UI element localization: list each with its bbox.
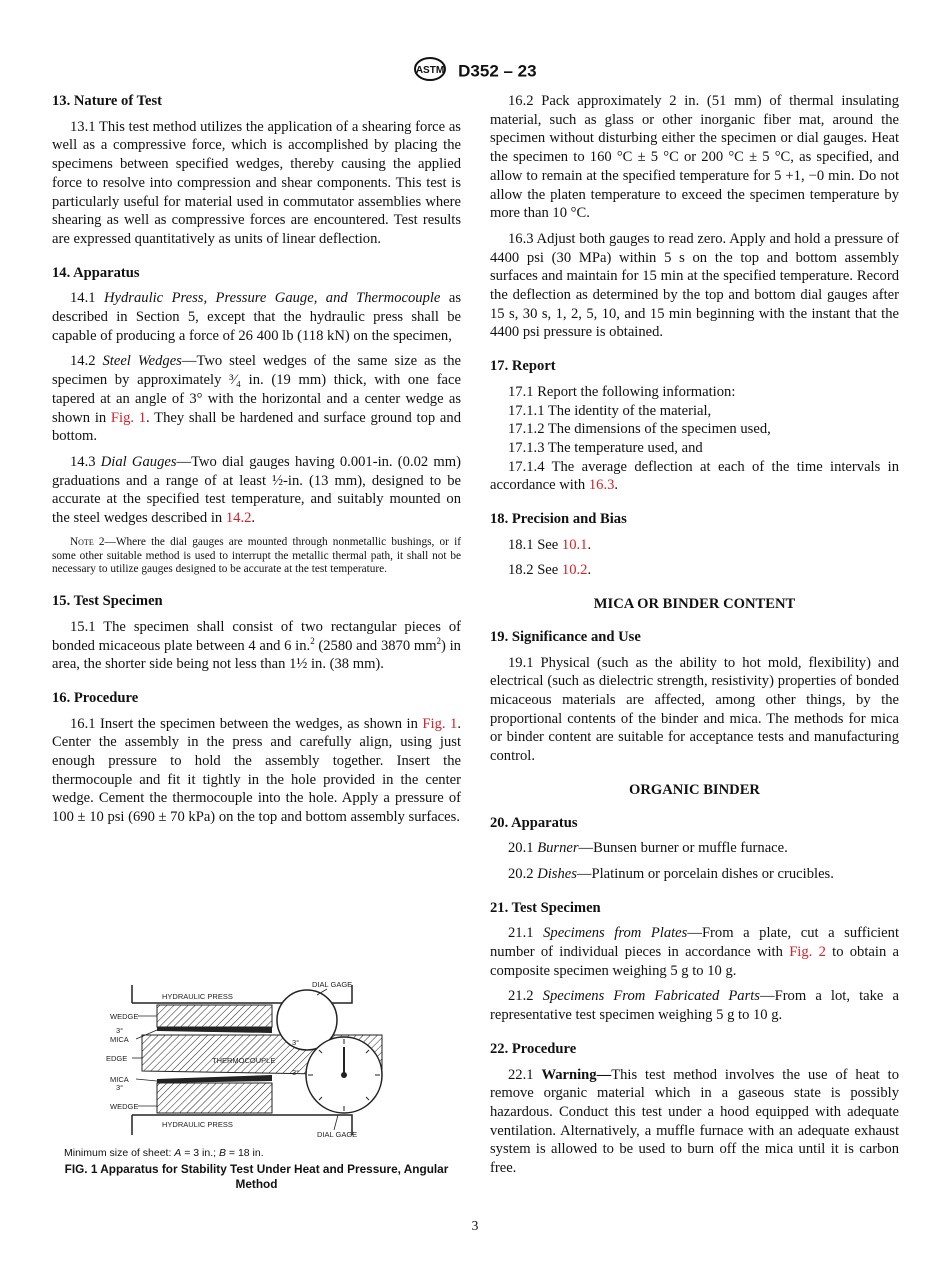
section-title: 13. Nature of Test [52,93,162,109]
section-title: 20. Apparatus [490,814,578,831]
section-14 [52,264,461,578]
section-13 [52,92,461,249]
label-dial-gage-bottom: DIAL GAGE [317,1130,358,1139]
page-header [0,56,950,87]
left-column [52,92,461,842]
label-hydraulic-press-bottom: HYDRAULIC PRESS [162,1120,233,1129]
section-title: 15. Test Specimen [52,593,163,610]
paragraph: 13.1 This test method utilizes the application of a shearing force as well as a compressive force, which is accomplished by placing the specimens between specified wedges, thereby causing the applied force to resolve into compression and shear components. This test is particularly useful for material used in commutator assemblies where shearing as well as compressive forces are encountered. Test results are expressed quantitatively as units of linear deflection. [52,118,461,247]
note-2: Note 2—Where the dial gauges are mounted through nonmetallic bushings, or if some other suitable method is used to interrupt the metallic thermal path, it shall not be necessary to utilize gauges designed to be accurate at the test temperature. [52,535,461,576]
figure-caption: FIG. 1 Apparatus for Stability Test Under Heat and Pressure, Angular Method [64,1162,449,1191]
heading-mica-binder: MICA OR BINDER CONTENT [593,596,796,613]
label-deg-right-top: 3° [292,1038,300,1047]
bottom-wedge [157,1083,272,1113]
list-item: 17.1.4 The average deflection at each of the time intervals in accordance with 16.3. [490,458,899,494]
fig-1-link[interactable]: Fig. 1 [422,715,458,732]
section-title: 21. Test Specimen [490,899,601,916]
list-item: 20.2 Dishes—Platinum or porcelain dishes or crucibles. [508,865,834,882]
label-mica-bottom: MICA [110,1075,129,1084]
label-hydraulic-press-top: HYDRAULIC PRESS [162,992,233,1001]
list-item: 17.1.1 The identity of the material, [508,402,712,419]
list-item: 18.1 See 10.1. [508,536,592,553]
section-16-continued [490,92,899,342]
label-deg-top: 3° [116,1026,124,1035]
figure-minimum-size: Minimum size of sheet: A = 3 in.; B = 18 in. [64,1147,264,1159]
paragraph: 16.1 Insert the specimen between the wedges, as shown in Fig. 1. Center the assembly in the press and carefully align, using just enough pressure to hold the assembly together. Insert the thermocouple and fit it tightly in the hole provided in the center wedge. Cement the thermocouple into the hole. Apply a pressure of 100 ± 10 psi (690 ± 70 kPa) on the top and bottom assembly surfaces. [52,715,461,826]
list-item: 17.1.2 The dimensions of the specimen used, [508,421,771,438]
section-18 [490,510,899,580]
section-title: 19. Significance and Use [490,628,641,645]
top-mica [157,1027,272,1033]
label-wedge-bottom: WEDGE [110,1102,139,1111]
paragraph: 16.3 Adjust both gauges to read zero. Apply and hold a pressure of 4400 psi (30 MPa) within 5 s on the top and bottom assembly surfaces and maintain for 15 min at the specified temperature. Record the deflection as determined by the top and bottom dial gauges after 15 s, 30 s, 1, 2, 5, 10, and 15 min beginning with the instant that the 4400 psi pressure is obtained. [490,230,899,341]
list-item: 20.1 Burner—Bunsen burner or muffle furnace. [508,840,788,857]
figure-1 [52,975,461,1192]
astm-logo-icon [413,56,447,87]
paragraph: 15.1 The specimen shall consist of two rectangular pieces of bonded micaceous plate between 4 and 6 in.$^2$ (2580 and 3870 $mm^2$) in area, the shorter side being not less than 1½ in. (38 mm). [52,618,461,673]
label-deg-right-bottom: 3° [292,1068,300,1077]
label-deg-bottom: 3° [116,1083,124,1092]
paragraph: 21.1 Specimens from Plates—From a plate, cut a sufficient number of individual pieces in accordance with Fig. 2 to obtain a composite specimen weighing 5 g to 10 g. [490,925,900,979]
fig-2-link[interactable]: Fig. 2 [789,944,826,961]
paragraph: 21.2 Specimens From Fabricated Parts—From a lot, take a representative test specimen weighing 5 g to 10 g. [490,988,899,1024]
list-item: 17.1 Report the following information: [508,383,736,400]
label-mica-top: MICA [110,1035,129,1044]
section-title: 22. Procedure [490,1040,577,1057]
paragraph: 22.1 Warning—This test method involves the use of heat to remove organic material which in a gaseous state is possibly hazardous. Conduct this test under a hood equipped with adequate ventilation. Alternatively, a muffle furnace with an adequate exhaust system is allowed to be used to burn off the mica until it is carbon free. [490,1066,899,1177]
bottom-mica [157,1075,272,1083]
section-title: 18. Precision and Bias [490,511,627,528]
section-21 [490,899,899,1025]
section-17 [490,357,899,495]
section-20 [490,814,899,884]
top-wedge [157,1005,272,1027]
page-number: 3 [471,1218,479,1233]
label-thermocouple: THERMOCOUPLE [212,1056,276,1065]
document-code: D352 – 23 [458,61,537,81]
section-14-2-link[interactable]: 14.2 [225,510,252,527]
paragraph: 16.2 Pack approximately 2 in. (51 mm) of thermal insulating material, such as glass or other inorganic fiber mat, around the specimen without disturbing either the specimen or dial gauges. Heat the specimen to 160 °C ± 5 °C or 200 °C ± 5 °C, as specified, and allow to remain at the specified temperature for 5 +1, −0 min. Do not allow the platen temperature to exceed the specimen temperature by more than 10 °C. [490,93,899,222]
section-16 [52,689,461,827]
list-item: 17.1.3 The temperature used, and [508,439,703,456]
paragraph: 14.2 Steel Wedges—Two steel wedges of the same size as the specimen by approximately ³⁄₄ in. (19 mm) thick, with one face tapered at an angle of 3° with the horizontal and a center wedge as shown in Fig. 1. They shall be hardened and surface ground top and bottom. [52,353,462,445]
section-10-2-link[interactable]: 10.2 [561,562,588,579]
label-dial-gage-top: DIAL GAGE [312,980,353,989]
section-15 [52,592,461,674]
fig-1-link[interactable]: Fig. 1 [110,409,147,426]
label-edge: EDGE [106,1054,128,1063]
paragraph: 14.3 Dial Gauges—Two dial gauges having 0.001-in. (0.02 mm) graduations and a range of at least ½-in. (13 mm), designed to be accurate at the specified test temperature, and suitably mounted on the steel wedges described in 14.2. [52,453,461,527]
section-title: 17. Report [490,358,556,375]
heading-organic-binder: ORGANIC BINDER [629,781,760,798]
label-wedge-top: WEDGE [110,1012,139,1021]
section-16-3-link[interactable]: 16.3 [588,477,615,494]
right-column [490,92,899,1193]
paragraph: 14.1 Hydraulic Press, Pressure Gauge, and Thermocouple as described in Section 5, except that the hydraulic press shall be capable of producing a force of 26 400 lb (118 kN) on the specimen, [52,290,461,344]
section-19 [490,628,899,766]
svg-text:ASTM: ASTM [416,65,445,76]
section-title: 16. Procedure [52,689,139,706]
apparatus-diagram [106,975,452,1145]
section-22 [490,1040,899,1178]
paragraph: 19.1 Physical (such as the ability to hot mold, flexibility) and electrical (such as dielectric strength, resistivity) properties of bonded micaceous materials are affected, among other things, by the proportional contents of the binder and mica. The methods for mica or binder content are suitable for acceptance tests and manufacturing control. [490,654,899,765]
list-item: 18.2 See 10.2. [508,562,592,579]
section-10-1-link[interactable]: 10.1 [561,536,588,553]
section-title: 14. Apparatus [52,264,140,281]
